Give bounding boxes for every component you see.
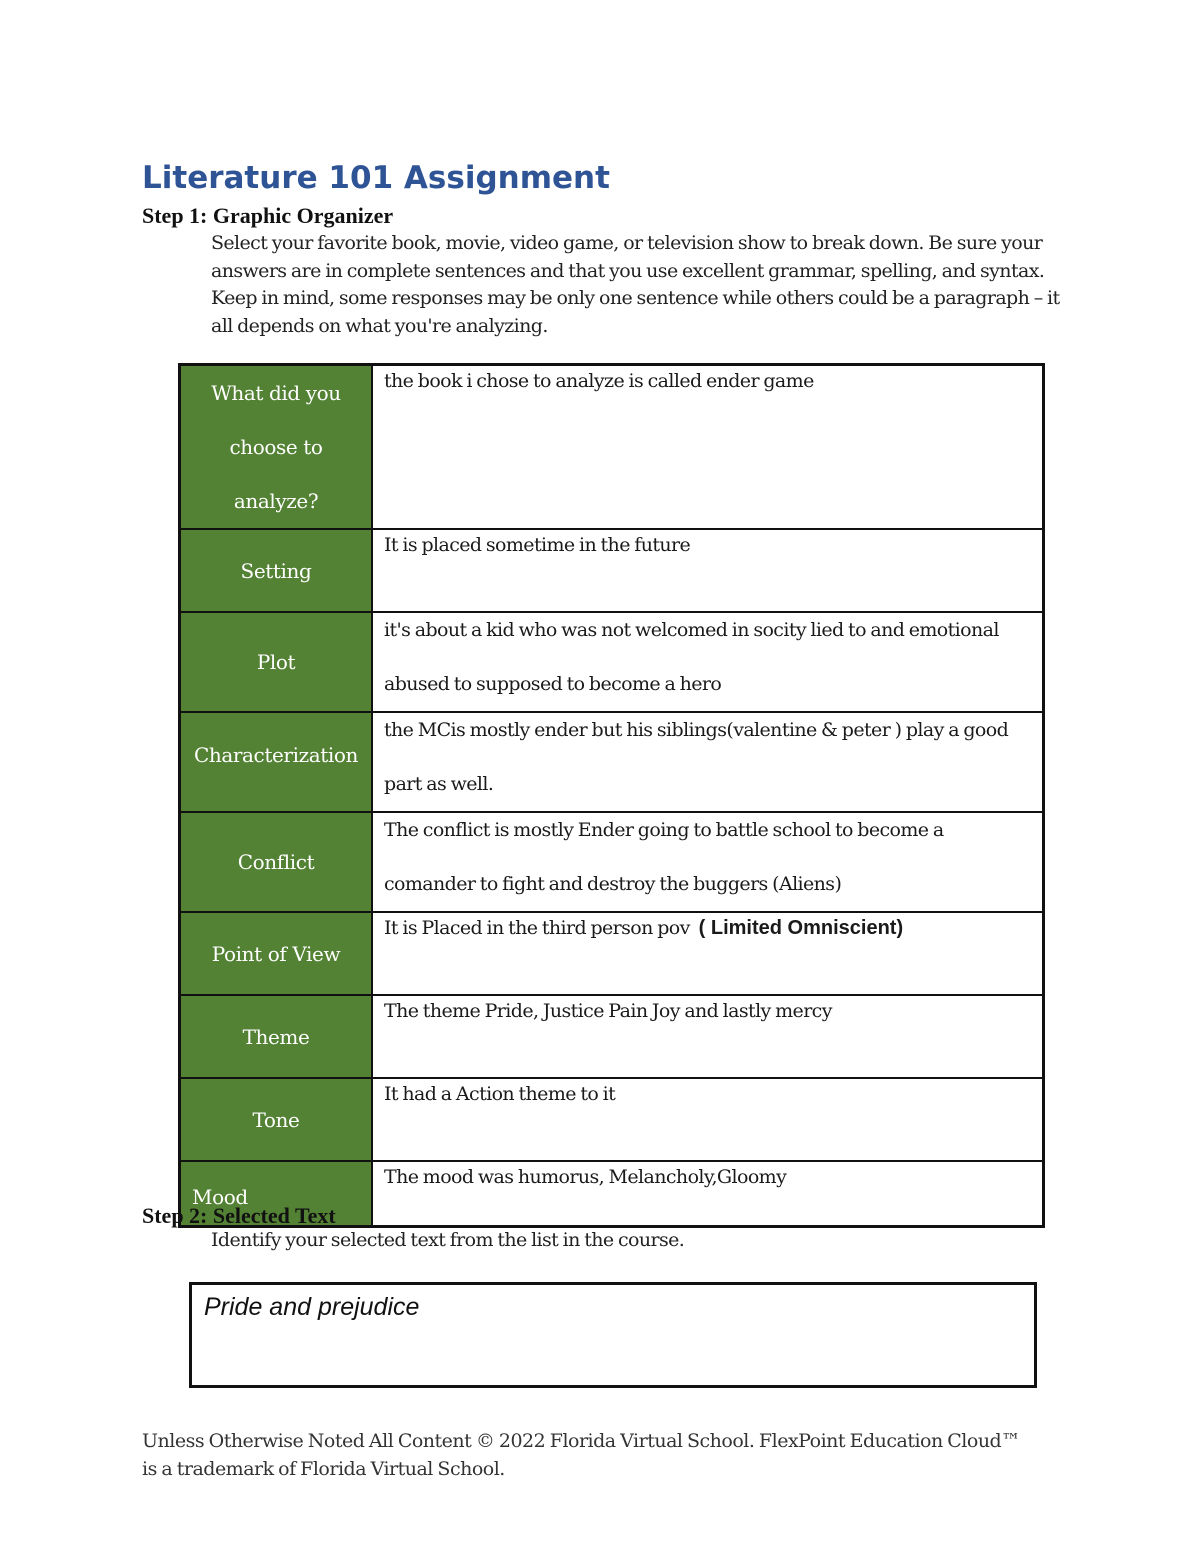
answer-theme[interactable]: The theme Pride, Justice Pain Joy and lastly mercy bbox=[372, 995, 1044, 1078]
label-mood: Mood bbox=[180, 1161, 373, 1226]
answer-choice[interactable]: the book i chose to analyze is called ender game bbox=[372, 365, 1044, 530]
label-theme: Theme bbox=[180, 995, 373, 1078]
answer-characterization[interactable] bbox=[372, 712, 1044, 812]
selected-text-value: Pride and prejudice bbox=[204, 1293, 420, 1321]
answer-conflict-text: The conflict is mostly Ender going to battle school to become a comander to fight and destroy the buggers (Aliens) bbox=[384, 819, 944, 895]
label-characterization bbox=[180, 712, 373, 812]
table-row bbox=[180, 365, 1044, 530]
label-setting: Setting bbox=[180, 529, 373, 612]
step1-instructions: Select your favorite book, movie, video game, or television show to break down. Be sure your answers are in complete sentences and that you use excellent grammar, spelling, and syntax. Keep in mind, some responses may be only one sentence while others could be a paragraph – it all depends on what you're analyzing. bbox=[211, 232, 1060, 337]
label-point-of-view: Point of View bbox=[180, 912, 373, 995]
answer-plot-text: it's about a kid who was not welcomed in socity lied to and emotional abused to supposed to become a hero bbox=[384, 619, 999, 695]
answer-characterization-text: the MCis mostly ender but his siblings(valentine & peter ) play a good part as well. bbox=[384, 719, 1009, 795]
step2-heading: Step 2: Selected Text bbox=[142, 1203, 336, 1228]
table-row bbox=[180, 1078, 1044, 1161]
answer-mood[interactable]: The mood was humorus, Melancholy,Gloomy bbox=[372, 1161, 1044, 1226]
table-row bbox=[180, 529, 1044, 612]
label-choice-text: What did you choose to analyze? bbox=[211, 381, 341, 513]
label-choice bbox=[180, 365, 373, 530]
page-title: Literature 101 Assignment bbox=[142, 160, 610, 196]
label-conflict: Conflict bbox=[180, 812, 373, 912]
table-row bbox=[180, 912, 1044, 995]
answer-plot[interactable] bbox=[372, 612, 1044, 712]
table-row bbox=[180, 812, 1044, 912]
table-row bbox=[180, 612, 1044, 712]
table-row bbox=[180, 712, 1044, 812]
label-tone: Tone bbox=[180, 1078, 373, 1161]
label-characterization-text: Characterization bbox=[193, 743, 359, 767]
answer-conflict[interactable] bbox=[372, 812, 1044, 912]
label-plot: Plot bbox=[180, 612, 373, 712]
copyright-footer: Unless Otherwise Noted All Content © 2022 Florida Virtual School. FlexPoint Education Cloud™ is a trademark of Florida Virtual School. bbox=[142, 1430, 1020, 1480]
answer-pov-emphasis: ( Limited Omniscient) bbox=[698, 917, 904, 939]
answer-point-of-view[interactable] bbox=[372, 912, 1044, 995]
table-row bbox=[180, 995, 1044, 1078]
answer-setting[interactable]: It is placed sometime in the future bbox=[372, 529, 1044, 612]
selected-text-box[interactable] bbox=[189, 1282, 1037, 1388]
step1-heading: Step 1: Graphic Organizer bbox=[142, 203, 394, 228]
step2-instructions: Identify your selected text from the list in the course. bbox=[211, 1229, 685, 1251]
graphic-organizer-table bbox=[178, 363, 1045, 1228]
answer-tone[interactable]: It had a Action theme to it bbox=[372, 1078, 1044, 1161]
answer-pov-text: It is Placed in the third person pov bbox=[384, 917, 690, 939]
